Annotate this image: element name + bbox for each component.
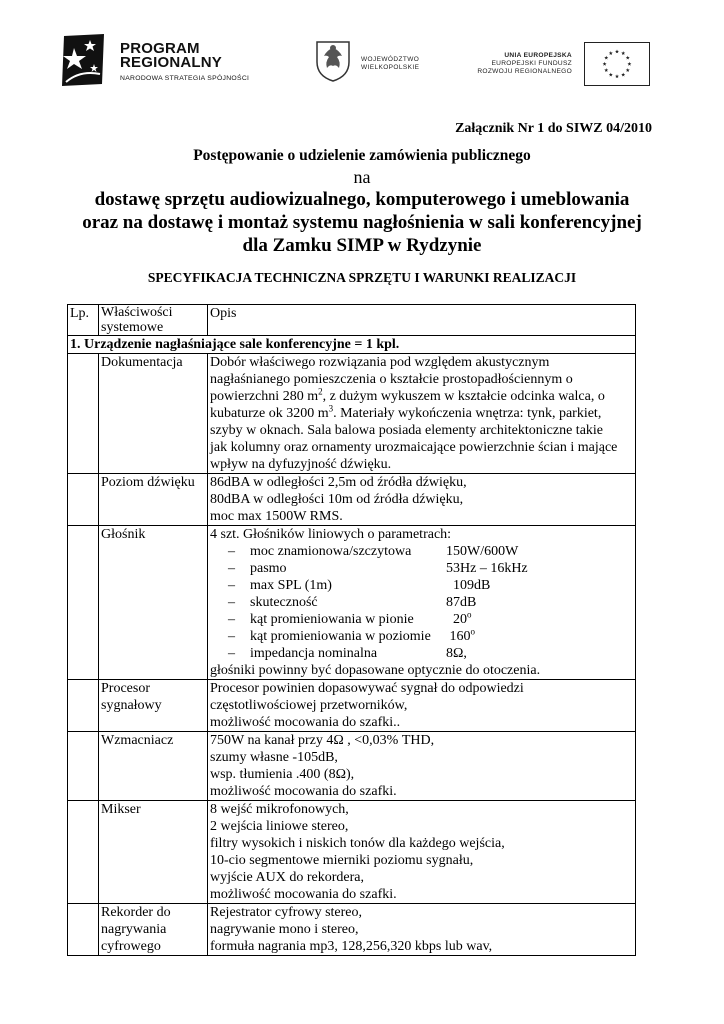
description-cell	[208, 474, 636, 526]
program-subtitle: NARODOWA STRATEGIA SPÓJNOŚCI	[120, 75, 250, 82]
eu-star-icon	[604, 68, 608, 72]
header-lp: Lp.	[68, 305, 99, 336]
desc-line: Dobór właściwego rozwiązania pod względem akustycznym	[210, 355, 550, 370]
woj-line1: WOJEWÓDZTWO	[361, 56, 420, 63]
desc-line: Procesor powinien dopasowywać sygnał do odpowiedzi	[210, 681, 524, 696]
eagle-shield-icon	[315, 40, 351, 82]
param-value	[446, 628, 475, 645]
main-title-line2: oraz na dostawę i montaż systemu nagłośnienia w sali konferencyjnej	[82, 212, 642, 233]
table-row	[68, 801, 636, 904]
param-name: – impedancja nominalna	[250, 646, 378, 661]
spec-table	[67, 304, 636, 956]
desc-text: powierzchni 280 m	[210, 389, 319, 404]
spec-subtitle: SPECYFIKACJA TECHNICZNA SPRZĘTU I WARUNKI REALIZACJI	[147, 270, 577, 285]
ue-line1: UNIA EUROPEJSKA	[504, 52, 572, 59]
header-properties-line2: systemowe	[101, 320, 164, 335]
desc-line: wpływ na dyfuzyjność dźwięku.	[210, 457, 392, 472]
param-name: – kąt promieniowania w poziomie	[250, 629, 431, 644]
eu-star-icon	[621, 73, 625, 77]
eu-star-icon	[609, 73, 613, 77]
wojewodztwo-text	[361, 56, 419, 72]
eu-star-icon	[603, 62, 607, 66]
eu-star-icon	[626, 56, 630, 60]
property-line: cyfrowego	[101, 939, 161, 954]
param-name: – moc znamionowa/szczytowa	[250, 544, 412, 559]
superscript: o	[467, 609, 472, 620]
table-row	[68, 526, 636, 680]
wielkopolska-logo	[315, 40, 435, 90]
eu-star-icon	[627, 62, 631, 66]
lp-cell	[68, 732, 99, 801]
lp-cell	[68, 904, 99, 956]
lp-cell	[68, 526, 99, 680]
main-title-line1: dostawę sprzętu audiowizualnego, komputerowego i umeblowania	[94, 189, 630, 210]
desc-line: 2 wejścia liniowe stereo,	[210, 819, 349, 834]
desc-line	[210, 405, 633, 422]
description-cell	[208, 680, 636, 732]
param-value: 8Ω,	[446, 646, 467, 661]
table-row	[68, 680, 636, 732]
desc-line: jak kolumny oraz ornamenty urozmaicające powierzchnie ścian i mające	[210, 440, 618, 455]
description-cell	[208, 732, 636, 801]
desc-text: . Materiały wykończenia wnętrza: tynk, parkiet,	[333, 406, 602, 421]
table-header-row	[68, 305, 636, 336]
table-row	[68, 732, 636, 801]
param-name: – pasmo	[250, 561, 287, 576]
desc-line: moc max 1500W RMS.	[210, 509, 343, 524]
desc-line: formuła nagrania mp3, 128,256,320 kbps lub wav,	[210, 939, 493, 954]
desc-line: 750W na kanał przy 4Ω , <0,03% THD,	[210, 733, 435, 748]
list-item	[228, 611, 633, 628]
lp-cell	[68, 354, 99, 474]
property-line: nagrywania	[101, 922, 167, 937]
program-line: PROGRAM	[120, 40, 200, 57]
desc-line: 86dBA w odległości 2,5m od źródła dźwięku,	[210, 475, 467, 490]
desc-line: nagłaśnianego pomieszczenia o kształcie prostopadłościennym o	[210, 372, 573, 387]
desc-line: możliwość mocowania do szafki.	[210, 887, 397, 902]
desc-line: 80dBA w odległości 10m od źródła dźwięku,	[210, 492, 464, 507]
table-row	[68, 474, 636, 526]
annex-label: Załącznik Nr 1 do SIWZ 04/2010	[455, 121, 652, 136]
regionalny-line: REGIONALNY	[120, 54, 223, 71]
ue-line3: ROZWOJU REGIONALNEGO	[477, 68, 572, 75]
property-line: Rekorder do	[101, 905, 171, 920]
header-properties-line1: Właściwości	[101, 305, 173, 320]
header-description: Opis	[208, 305, 636, 336]
section-row	[68, 336, 636, 354]
property-line: sygnałowy	[101, 698, 162, 713]
desc-line: 4 szt. Głośników liniowych o parametrach:	[210, 527, 452, 542]
desc-line: wsp. tłumienia .400 (8Ω),	[210, 767, 355, 782]
eu-star-icon	[615, 74, 619, 78]
header-logos	[60, 30, 660, 95]
main-title-line3: dla Zamku SIMP w Rydzynie	[242, 235, 482, 256]
program-regionalny-logo	[60, 34, 290, 94]
property-cell: Mikser	[99, 801, 208, 904]
lp-cell	[68, 680, 99, 732]
table-row	[68, 904, 636, 956]
list-item	[228, 577, 633, 594]
superscript: 3	[328, 403, 334, 414]
property-cell	[99, 904, 208, 956]
program-regionalny-wordmark	[120, 42, 222, 70]
desc-line: szumy własne -105dB,	[210, 750, 338, 765]
program-regionalny-emblem-icon	[60, 34, 106, 86]
property-cell: Poziom dźwięku	[99, 474, 208, 526]
description-cell	[208, 801, 636, 904]
speaker-params-list	[210, 543, 633, 662]
property-cell: Dokumentacja	[99, 354, 208, 474]
desc-line: Rejestrator cyfrowy stereo,	[210, 905, 362, 920]
desc-line: możliwość mocowania do szafki.	[210, 784, 397, 799]
description-cell	[208, 354, 636, 474]
param-value-text: 160	[446, 629, 471, 644]
param-name: – skuteczność	[250, 595, 318, 610]
property-line: Procesor	[101, 681, 150, 696]
ue-line2: EUROPEJSKI FUNDUSZ	[491, 60, 572, 67]
desc-line	[210, 388, 633, 405]
desc-line: filtry wysokich i niskich tonów dla każdego wejścia,	[210, 836, 505, 851]
desc-text: , z dużym wykuszem w kształcie odcinka walca, o	[322, 389, 605, 404]
superscript: o	[470, 626, 475, 637]
property-cell: Głośnik	[99, 526, 208, 680]
lp-cell	[68, 474, 99, 526]
main-title	[60, 188, 664, 257]
param-value: 53Hz – 16kHz	[446, 561, 528, 576]
desc-line: częstotliwościowej przetworników,	[210, 698, 408, 713]
superscript: 2	[318, 386, 323, 397]
section-title: 1. Urządzenie nagłaśniające sale konferencyjne = 1 kpl.	[68, 336, 636, 354]
param-value	[446, 611, 472, 628]
param-value: 109dB	[446, 578, 491, 593]
desc-line: szyby w oknach. Sala balowa posiada elementy architektoniczne takie	[210, 423, 604, 438]
eu-text	[477, 52, 572, 76]
param-value: 87dB	[446, 595, 477, 610]
param-name: – max SPL (1m)	[250, 578, 332, 593]
param-name: – kąt promieniowania w pionie	[250, 612, 414, 627]
table-row	[68, 354, 636, 474]
param-value-text: 20	[446, 612, 467, 627]
procedure-title: Postępowanie o udzielenie zamówienia publicznego	[193, 147, 531, 164]
desc-line: możliwość mocowania do szafki..	[210, 715, 401, 730]
eu-star-icon	[609, 51, 613, 55]
param-value: 150W/600W	[446, 544, 519, 559]
eu-star-icon	[615, 49, 619, 53]
desc-text: kubaturze ok 3200 m	[210, 406, 329, 421]
desc-line: 10-cio segmentowe mierniki poziomu sygnału,	[210, 853, 474, 868]
eu-star-icon	[626, 68, 630, 72]
property-cell	[99, 680, 208, 732]
description-cell	[208, 904, 636, 956]
list-item	[228, 560, 633, 577]
title-na: na	[353, 167, 371, 187]
eu-flag-icon	[584, 42, 650, 86]
header-properties	[99, 305, 208, 336]
desc-line: wyjście AUX do rekordera,	[210, 870, 364, 885]
list-item	[228, 628, 633, 645]
desc-line: 8 wejść mikrofonowych,	[210, 802, 349, 817]
property-cell: Wzmacniacz	[99, 732, 208, 801]
list-item	[228, 543, 633, 560]
desc-line: nagrywanie mono i stereo,	[210, 922, 359, 937]
eu-logo	[460, 42, 650, 88]
eu-star-icon	[621, 51, 625, 55]
description-cell	[208, 526, 636, 680]
list-item	[228, 594, 633, 611]
lp-cell	[68, 801, 99, 904]
list-item	[228, 645, 633, 662]
desc-line: głośniki powinny być dopasowane optycznie do otoczenia.	[210, 663, 541, 678]
woj-line2: WIELKOPOLSKIE	[361, 64, 420, 71]
eu-star-icon	[604, 56, 608, 60]
